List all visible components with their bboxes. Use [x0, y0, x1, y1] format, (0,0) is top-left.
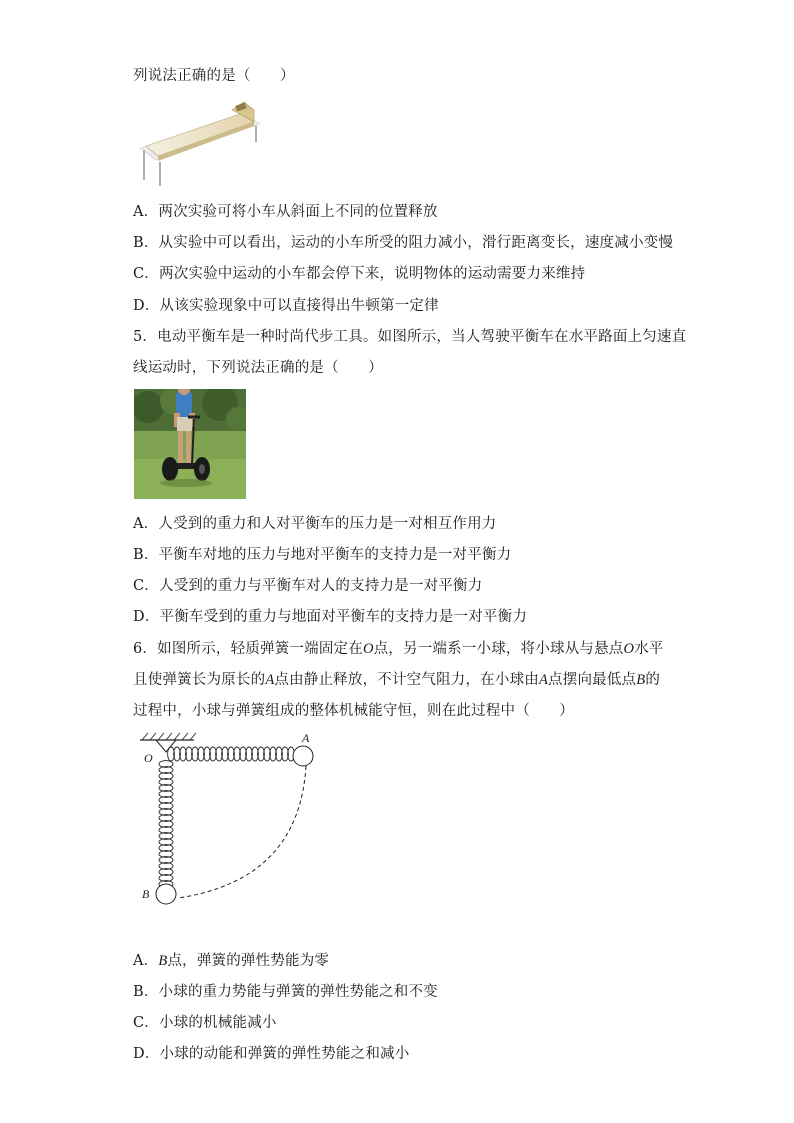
ceiling-hatch: [142, 733, 196, 740]
q6-option-a: [133, 951, 329, 971]
label-b: B: [142, 887, 150, 901]
point-b-label: B: [636, 672, 646, 688]
q6-option-b: B．小球的重力势能与弹簧的弹性势能之和不变: [133, 984, 438, 1000]
point-a-label: A: [265, 672, 275, 688]
q6-stem-text: 点由静止释放，不计空气阻力，在小球由: [274, 672, 539, 688]
q5-option-d: D．平衡车受到的重力与地面对平衡车的支持力是一对平衡力: [133, 609, 528, 625]
point-o-label: O: [623, 641, 635, 657]
q4-option-d: D．从该实验现象中可以直接得出牛顿第一定律: [133, 298, 439, 314]
q4-stem-tail: 列说法正确的是（ ）: [133, 68, 295, 84]
balance-scooter-photo: [134, 389, 246, 499]
point-a-label: A: [538, 672, 549, 688]
ball-b: [156, 884, 176, 904]
q6-stem-line3: 过程中，小球与弹簧组成的整体机械能守恒，则在此过程中（ ）: [133, 703, 574, 719]
point-b-label: B: [158, 953, 168, 969]
spring-pendulum-diagram: [134, 730, 334, 910]
q6-stem-text: 点摆向最低点: [548, 672, 637, 688]
q6-stem-text: 且使弹簧长为原长的: [133, 672, 266, 688]
label-a: A: [302, 731, 310, 745]
point-o-label: O: [362, 641, 374, 657]
label-o: O: [144, 751, 153, 765]
trajectory-path: [178, 766, 306, 898]
q6-stem-text: 点，另一端系一小球，将小球从与悬点: [373, 641, 624, 657]
horizontal-spring: [168, 747, 295, 761]
q6-stem-line1: [133, 639, 664, 659]
q4-option-c: C．两次实验中运动的小车都会停下来，说明物体的运动需要力来维持: [133, 266, 586, 282]
q6-option-a-text: 点，弹簧的弹性势能为零: [167, 953, 330, 969]
q5-option-c: C．人受到的重力与平衡车对人的支持力是一对平衡力: [133, 578, 483, 594]
q5-option-a: A．人受到的重力和人对平衡车的压力是一对相互作用力: [133, 516, 497, 532]
q6-option-d: D．小球的动能和弹簧的弹性势能之和减小: [133, 1046, 410, 1062]
vertical-spring: [159, 761, 173, 888]
q4-option-a: A．两次实验可将小车从斜面上不同的位置释放: [133, 204, 438, 220]
q5-stem-line2: 线运动时，下列说法正确的是（ ）: [133, 360, 383, 376]
q4-option-b: B．从实验中可以看出，运动的小车所受的阻力减小，滑行距离变长，速度减小变慢: [133, 235, 674, 251]
q5-option-b: B．平衡车对地的压力与地对平衡车的支持力是一对平衡力: [133, 547, 512, 563]
q6-option-c: C．小球的机械能减小: [133, 1015, 277, 1031]
q5-stem-line1: 5．电动平衡车是一种时尚代步工具。如图所示，当人驾驶平衡车在水平路面上匀速直: [133, 329, 687, 345]
q6-stem-text: 6．如图所示，轻质弹簧一端固定在: [133, 641, 363, 657]
incline-ramp-figure: [136, 100, 266, 188]
q6-stem-text: 的: [645, 672, 661, 688]
ball-a: [293, 746, 313, 766]
q6-stem-line2: [133, 670, 660, 690]
q6-stem-text: 水平: [634, 641, 664, 657]
q6-option-a-prefix: A．: [133, 953, 159, 969]
